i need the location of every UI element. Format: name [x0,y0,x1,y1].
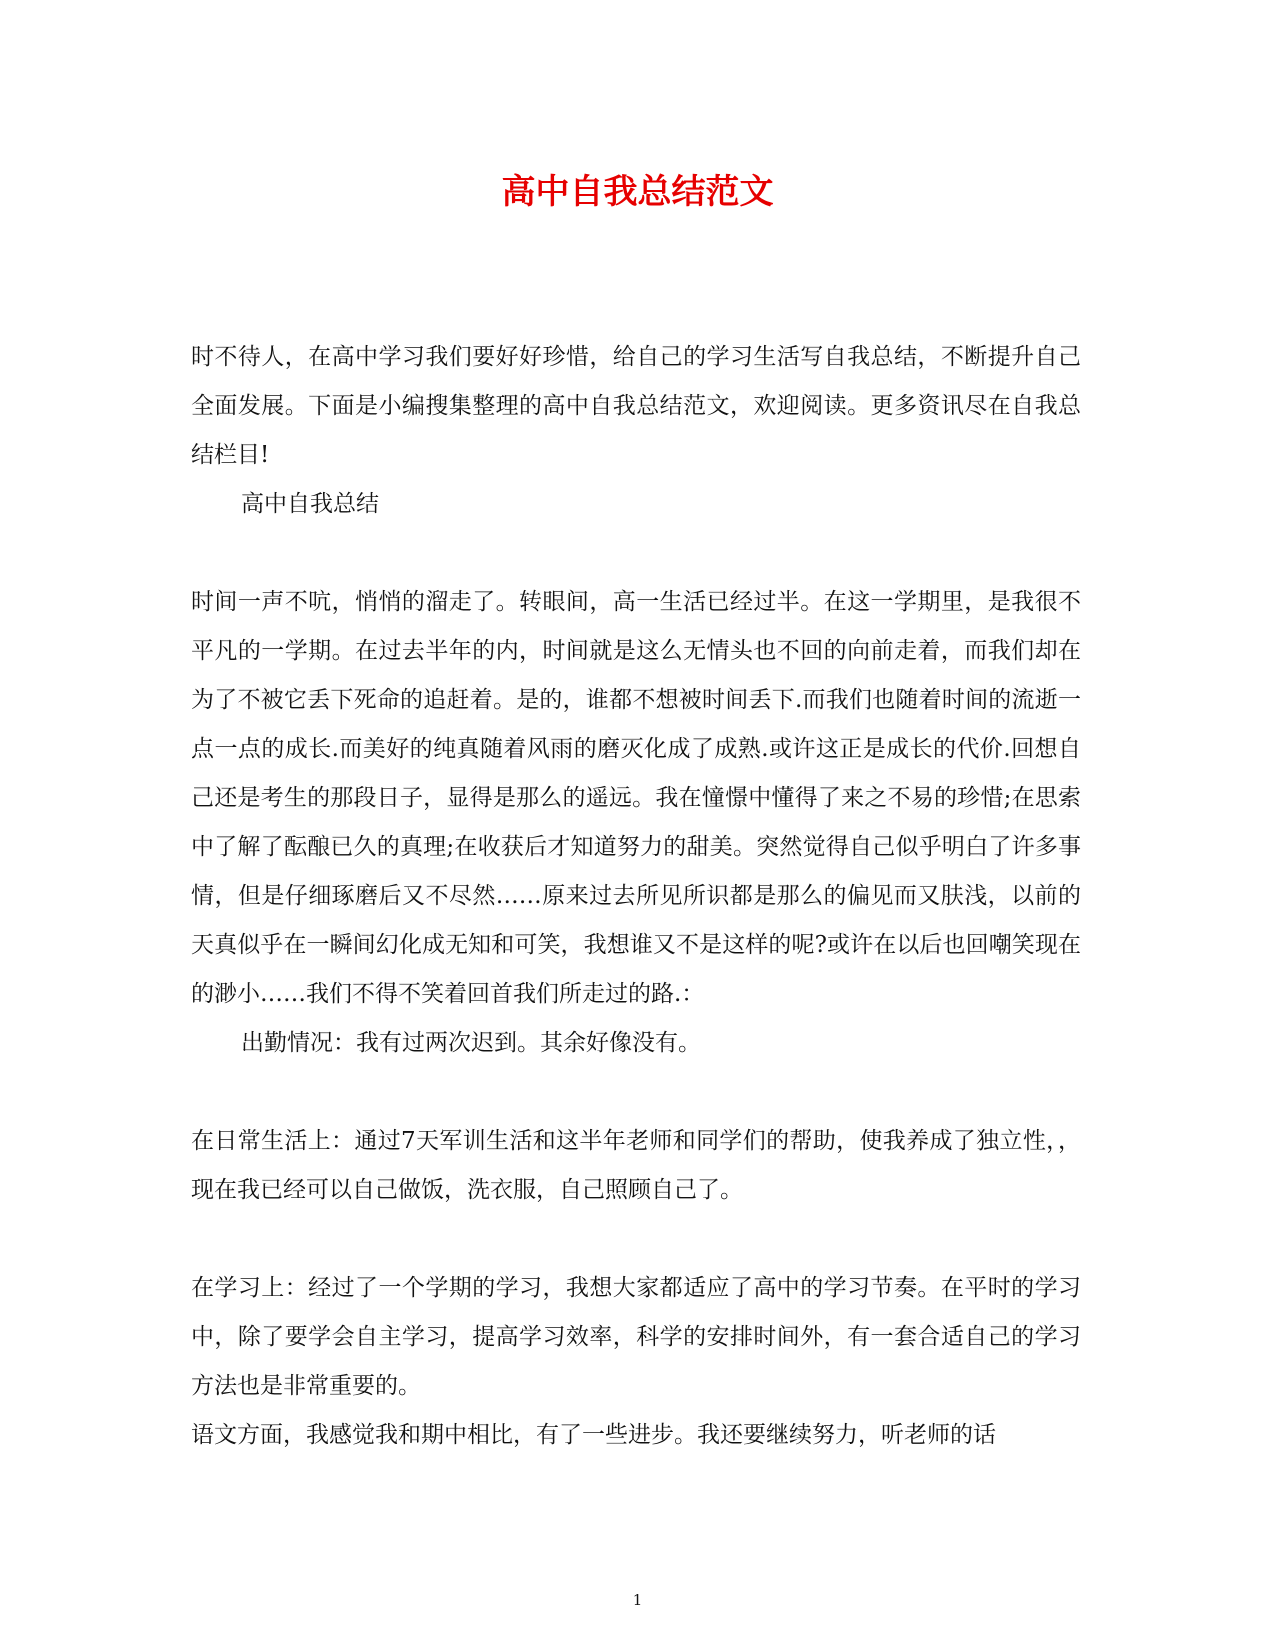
document-title: 高中自我总结范文 [501,172,774,212]
study-paragraph: 在学习上：经过了一个学期的学习，我想大家都适应了高中的学习节奏。在平时的学习中，除了要学会自主学习，提高学习效率，科学的安排时间外，有一套合适自己的学习方法也是非常重要的。 [191,1275,1081,1399]
paragraph-gap [191,1215,1081,1264]
document-body [191,333,1081,1460]
paragraph-gap [191,529,1081,578]
chinese-subject-paragraph: 语文方面，我感觉我和期中相比，有了一些进步。我还要继续努力，听老师的话 [191,1422,996,1448]
section-heading: 高中自我总结 [241,491,379,517]
attendance-paragraph: 出勤情况：我有过两次迟到。其余好像没有。 [241,1030,701,1056]
daily-life-paragraph: 在日常生活上：通过7天军训生活和这半年老师和同学们的帮助，使我养成了独立性，，现在我已经可以自己做饭，洗衣服，自己照顾自己了。 [191,1128,1081,1203]
page-number: 1 [632,1591,643,1609]
paragraph-gap [191,1068,1081,1117]
body-paragraph-time: 时间一声不吭，悄悄的溜走了。转眼间，高一生活已经过半。在这一学期里，是我很不平凡的一学期。在过去半年的内，时间就是这么无情头也不回的向前走着，而我们却在为了不被它丢下死命的追赶着。是的，谁都不想被时间丢下.而我们也随着时间的流逝一点一点的成长.而美好的纯真随着风雨的磨灭化成了成熟.或许这正是成长的代价.回想自己还是考生的那段日子，显得是那么的遥远。我在憧憬中懂得了来之不易的珍惜;在思索中了解了酝酿已久的真理;在收获后才知道努力的甜美。突然觉得自己似乎明白了许多事情，但是仔细琢磨后又不尽然……原来过去所见所识都是那么的偏见而又肤浅，以前的天真似乎在一瞬间幻化成无知和可笑，我想谁又不是这样的呢?或许在以后也回嘲笑现在的渺小……我们不得不笑着回首我们所走过的路.： [191,589,1081,1007]
intro-paragraph: 时不待人，在高中学习我们要好好珍惜，给自己的学习生活写自我总结，不断提升自己全面发展。下面是小编搜集整理的高中自我总结范文，欢迎阅读。更多资讯尽在自我总结栏目! [191,344,1081,468]
